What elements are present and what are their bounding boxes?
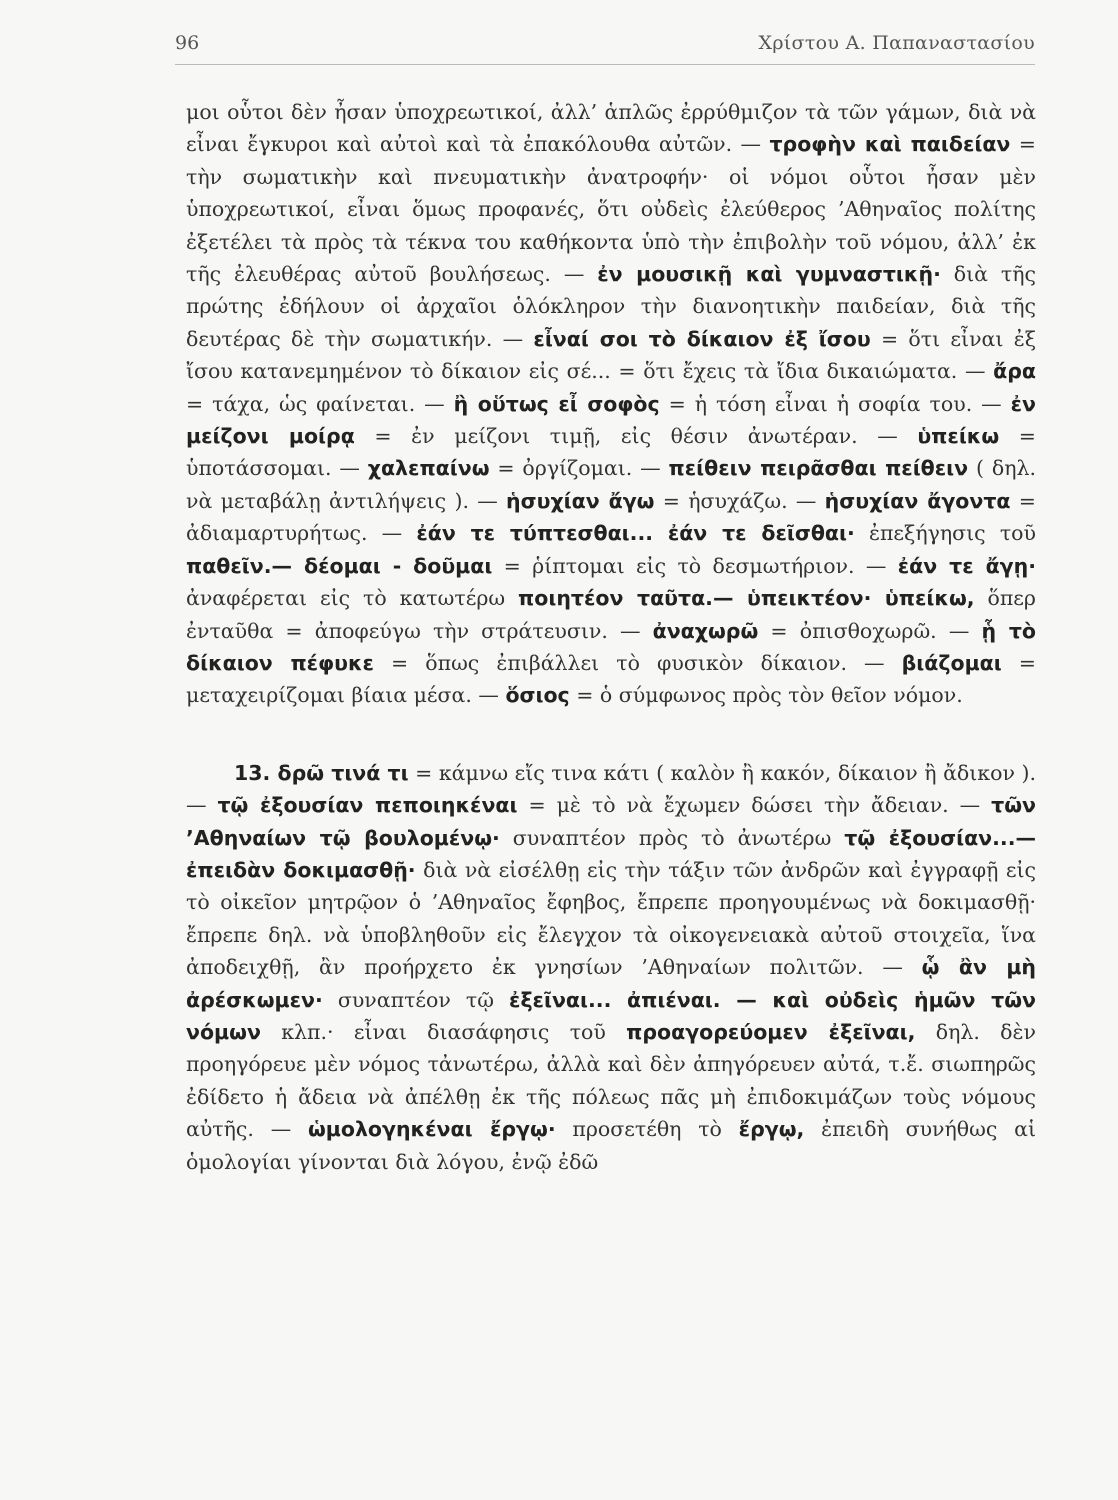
- gloss-text: = ὁ σύμφωνος πρὸς τὸν θεῖον νόμον.: [569, 683, 963, 708]
- page-header: [175, 32, 1035, 60]
- gloss-text: διὰ νὰ εἰσέλθῃ εἰς τὴν τάξιν τῶν ἀνδρῶν καὶ ἐγγραφῇ εἰς τὸ οἰκεῖον μητρῷον ὁ ’Αθηναῖος ἔφηβος, ἔπρεπε προηγουμένως νὰ δοκιμασθῇ· ἔπρεπε δηλ. νὰ ὑποβληθοῦν εἰς ἔλεγχον τὰ οἰκογενειακὰ αὐτοῦ στοιχεῖα, ἵνα ἀποδειχθῇ, ἂν προήρχετο ἐκ γνησίων ’Αθηναίων πολιτῶν. —: [186, 857, 1036, 980]
- gloss-text: κλπ.· εἶναι διασάφησις τοῦ: [260, 1019, 627, 1044]
- gloss-text: = ὅπως ἐπιβάλλει τὸ φυσικὸν δίκαιον. —: [373, 650, 902, 675]
- lemma-term: 13. δρῶ τινά τι: [234, 760, 409, 785]
- gloss-text: = ὀργίζομαι. —: [489, 456, 669, 481]
- lemma-term: ἐξεῖναι... ἀπιέναι. — καὶ οὐδεὶς ἡμῶν τῶν νόμων: [186, 987, 1037, 1044]
- gloss-text: = ὀπισθοχωρῶ. —: [758, 618, 982, 643]
- lemma-term: ἡσυχίαν ἄγω: [506, 488, 655, 513]
- lemma-term: ἐάν τε ἄγῃ·: [897, 553, 1037, 578]
- lemma-term: πείθειν πειρᾶσθαι πείθειν: [668, 456, 969, 481]
- lemma-term: ὑπείκω: [917, 424, 1000, 449]
- gloss-text: = τάχα, ὡς φαίνεται. —: [186, 391, 454, 416]
- gloss-text: = μεταχειρίζομαι βίαια μέσα. —: [186, 650, 1036, 708]
- gloss-text: ἀναφέρεται εἰς τὸ κατωτέρω: [186, 586, 519, 611]
- gloss-text: = ἡ τόση εἶναι ἡ σοφία του. —: [659, 391, 1011, 416]
- lemma-term: βιάζομαι: [901, 650, 1002, 675]
- gloss-text: προσετέθη τὸ: [555, 1117, 739, 1142]
- lemma-term: τῷ ἐξουσίαν...— ἐπειδὰν δοκιμασθῇ·: [186, 825, 1037, 882]
- gloss-text: συναπτέον πρὸς τὸ ἀνωτέρω: [499, 825, 845, 850]
- lemma-term: παθεῖν.— δέομαι - δοῦμαι: [186, 553, 493, 578]
- lemma-term: χαλεπαίνω: [367, 456, 490, 481]
- gloss-text: ἐπειδὴ συνήθως αἱ ὁμολογίαι γίνονται διὰ λόγου, ἐνῷ ἐδῶ: [186, 1117, 1036, 1174]
- gloss-text: = ἡσυχάζω. —: [654, 488, 825, 513]
- gloss-text: = ὑποτάσσομαι. —: [186, 424, 1036, 481]
- lemma-term: ᾗ τὸ δίκαιον πέφυκε: [186, 618, 1036, 675]
- lemma-term: ποιητέον ταῦτα.— ὑπεικτέον· ὑπείκω,: [518, 586, 975, 611]
- gloss-text: ὅπερ ἐνταῦθα = ἀποφεύγω τὴν στράτευσιν. —: [186, 586, 1036, 643]
- gloss-text: = ὅτι εἶναι ἐξ ἴσου κατανεμημένον τὸ δίκαιον εἰς σέ... = ὅτι ἔχεις τὰ ἴδια δικαιώματα. —: [186, 326, 1036, 384]
- gloss-text: διὰ τῆς πρώτης ἐδήλουν οἱ ἀρχαῖοι ὁλόκληρον τὴν διανοητικὴν παιδείαν, διὰ τῆς δευτέρας δὲ τὴν σωματικήν. —: [186, 262, 1036, 351]
- lemma-term: τροφὴν καὶ παιδείαν: [769, 132, 1011, 157]
- lemma-term: ἄρα: [993, 359, 1036, 384]
- gloss-text: ἐπεξήγησις τοῦ: [854, 521, 1036, 546]
- gloss-text: = κάμνω εἴς τινα κάτι ( καλὸν ἢ κακόν, δίκαιον ἢ ἄδικον ). —: [186, 760, 1036, 818]
- lemma-term: ἐάν τε τύπτεσθαι... ἐάν τε δεῖσθαι·: [416, 521, 855, 546]
- gloss-text: = μὲ τὸ νὰ ἔχωμεν δώσει τὴν ἄδειαν. —: [517, 793, 992, 818]
- gloss-text: = ἀδιαμαρτυρήτως. —: [186, 488, 1036, 546]
- running-title: Χρίστου Α. Παπαναστασίου: [758, 32, 1035, 54]
- gloss-text: = τὴν σωματικὴν καὶ πνευματικὴν ἀνατροφήν· οἱ νόμοι οὗτοι ἦσαν μὲν ὑποχρεωτικοί, εἶναι ὅμως προφανές, ὅτι οὐδεὶς ἐλεύθερος ’Αθηναῖος πολίτης ἐξετέλει τὰ πρὸς τὰ τέκνα του καθήκοντα ὑπὸ τὴν ἐπιβολὴν τοῦ νόμου, ἀλλ’ ἐκ τῆς ἐλευθέρας αὐτοῦ βουλήσεως. —: [186, 132, 1036, 287]
- lemma-term: εἶναί σοι τὸ δίκαιον ἐξ ἴσου: [533, 326, 871, 351]
- lemma-term: ᾧ ἂν μὴ ἀρέσκωμεν·: [186, 955, 1037, 1012]
- lemma-term: ὅσιος: [505, 683, 570, 708]
- lemma-term: ὡμολογηκέναι ἔργῳ·: [307, 1117, 556, 1142]
- header-rule: [175, 64, 1035, 65]
- lemma-term: ἢ οὕτως εἶ σοφὸς: [453, 391, 660, 416]
- gloss-text: συναπτέον τῷ: [322, 987, 510, 1012]
- lemma-term: ἐν μείζονι μοίρᾳ: [186, 391, 1036, 449]
- paragraph-commentary-12: [186, 96, 1036, 712]
- gloss-text: δηλ. δὲν προηγόρευε μὲν νόμος τἀνωτέρω, ἀλλὰ καὶ δὲν ἀπηγόρευεν αὐτά, τ.ἔ. σιωπηρῶς ἐδίδετο ἡ ἄδεια νὰ ἀπέλθῃ ἐκ τῆς πόλεως πᾶς μὴ ἐπιδοκιμάζων τοὺς νόμους αὐτῆς. —: [186, 1019, 1036, 1142]
- lemma-term: προαγορεύομεν ἐξεῖναι,: [626, 1019, 916, 1044]
- gloss-text: μοι οὗτοι δὲν ἦσαν ὑποχρεωτικοί, ἀλλ’ ἁπλῶς ἐρρύθμιζον τὰ τῶν γάμων, διὰ νὰ εἶναι ἔγκυροι καὶ αὐτοὶ καὶ τὰ ἐπακόλουθα αὐτῶν. —: [186, 100, 1036, 157]
- lemma-term: ἔργῳ,: [738, 1117, 805, 1142]
- lemma-term: ἀναχωρῶ: [652, 618, 759, 643]
- lemma-term: τῶν ’Αθηναίων τῷ βουλομένῳ·: [186, 793, 1036, 850]
- body-text: [186, 96, 1036, 1178]
- lemma-term: ἐν μουσικῇ καὶ γυμναστικῇ·: [597, 262, 941, 287]
- gloss-text: = ἐν μείζονι τιμῇ, εἰς θέσιν ἀνωτέραν. —: [354, 424, 918, 449]
- lemma-term: ἡσυχίαν ἄγοντα: [824, 488, 1011, 513]
- page-number: 96: [175, 32, 200, 54]
- gloss-text: = ῥίπτομαι εἰς τὸ δεσμωτήριον. —: [492, 553, 898, 578]
- gloss-text: ( δηλ. νὰ μεταβάλῃ ἀντιλήψεις ). —: [186, 456, 1036, 513]
- paragraph-commentary-13: [186, 757, 1036, 1178]
- lemma-term: τῷ ἐξουσίαν πεποιηκέναι: [217, 793, 518, 818]
